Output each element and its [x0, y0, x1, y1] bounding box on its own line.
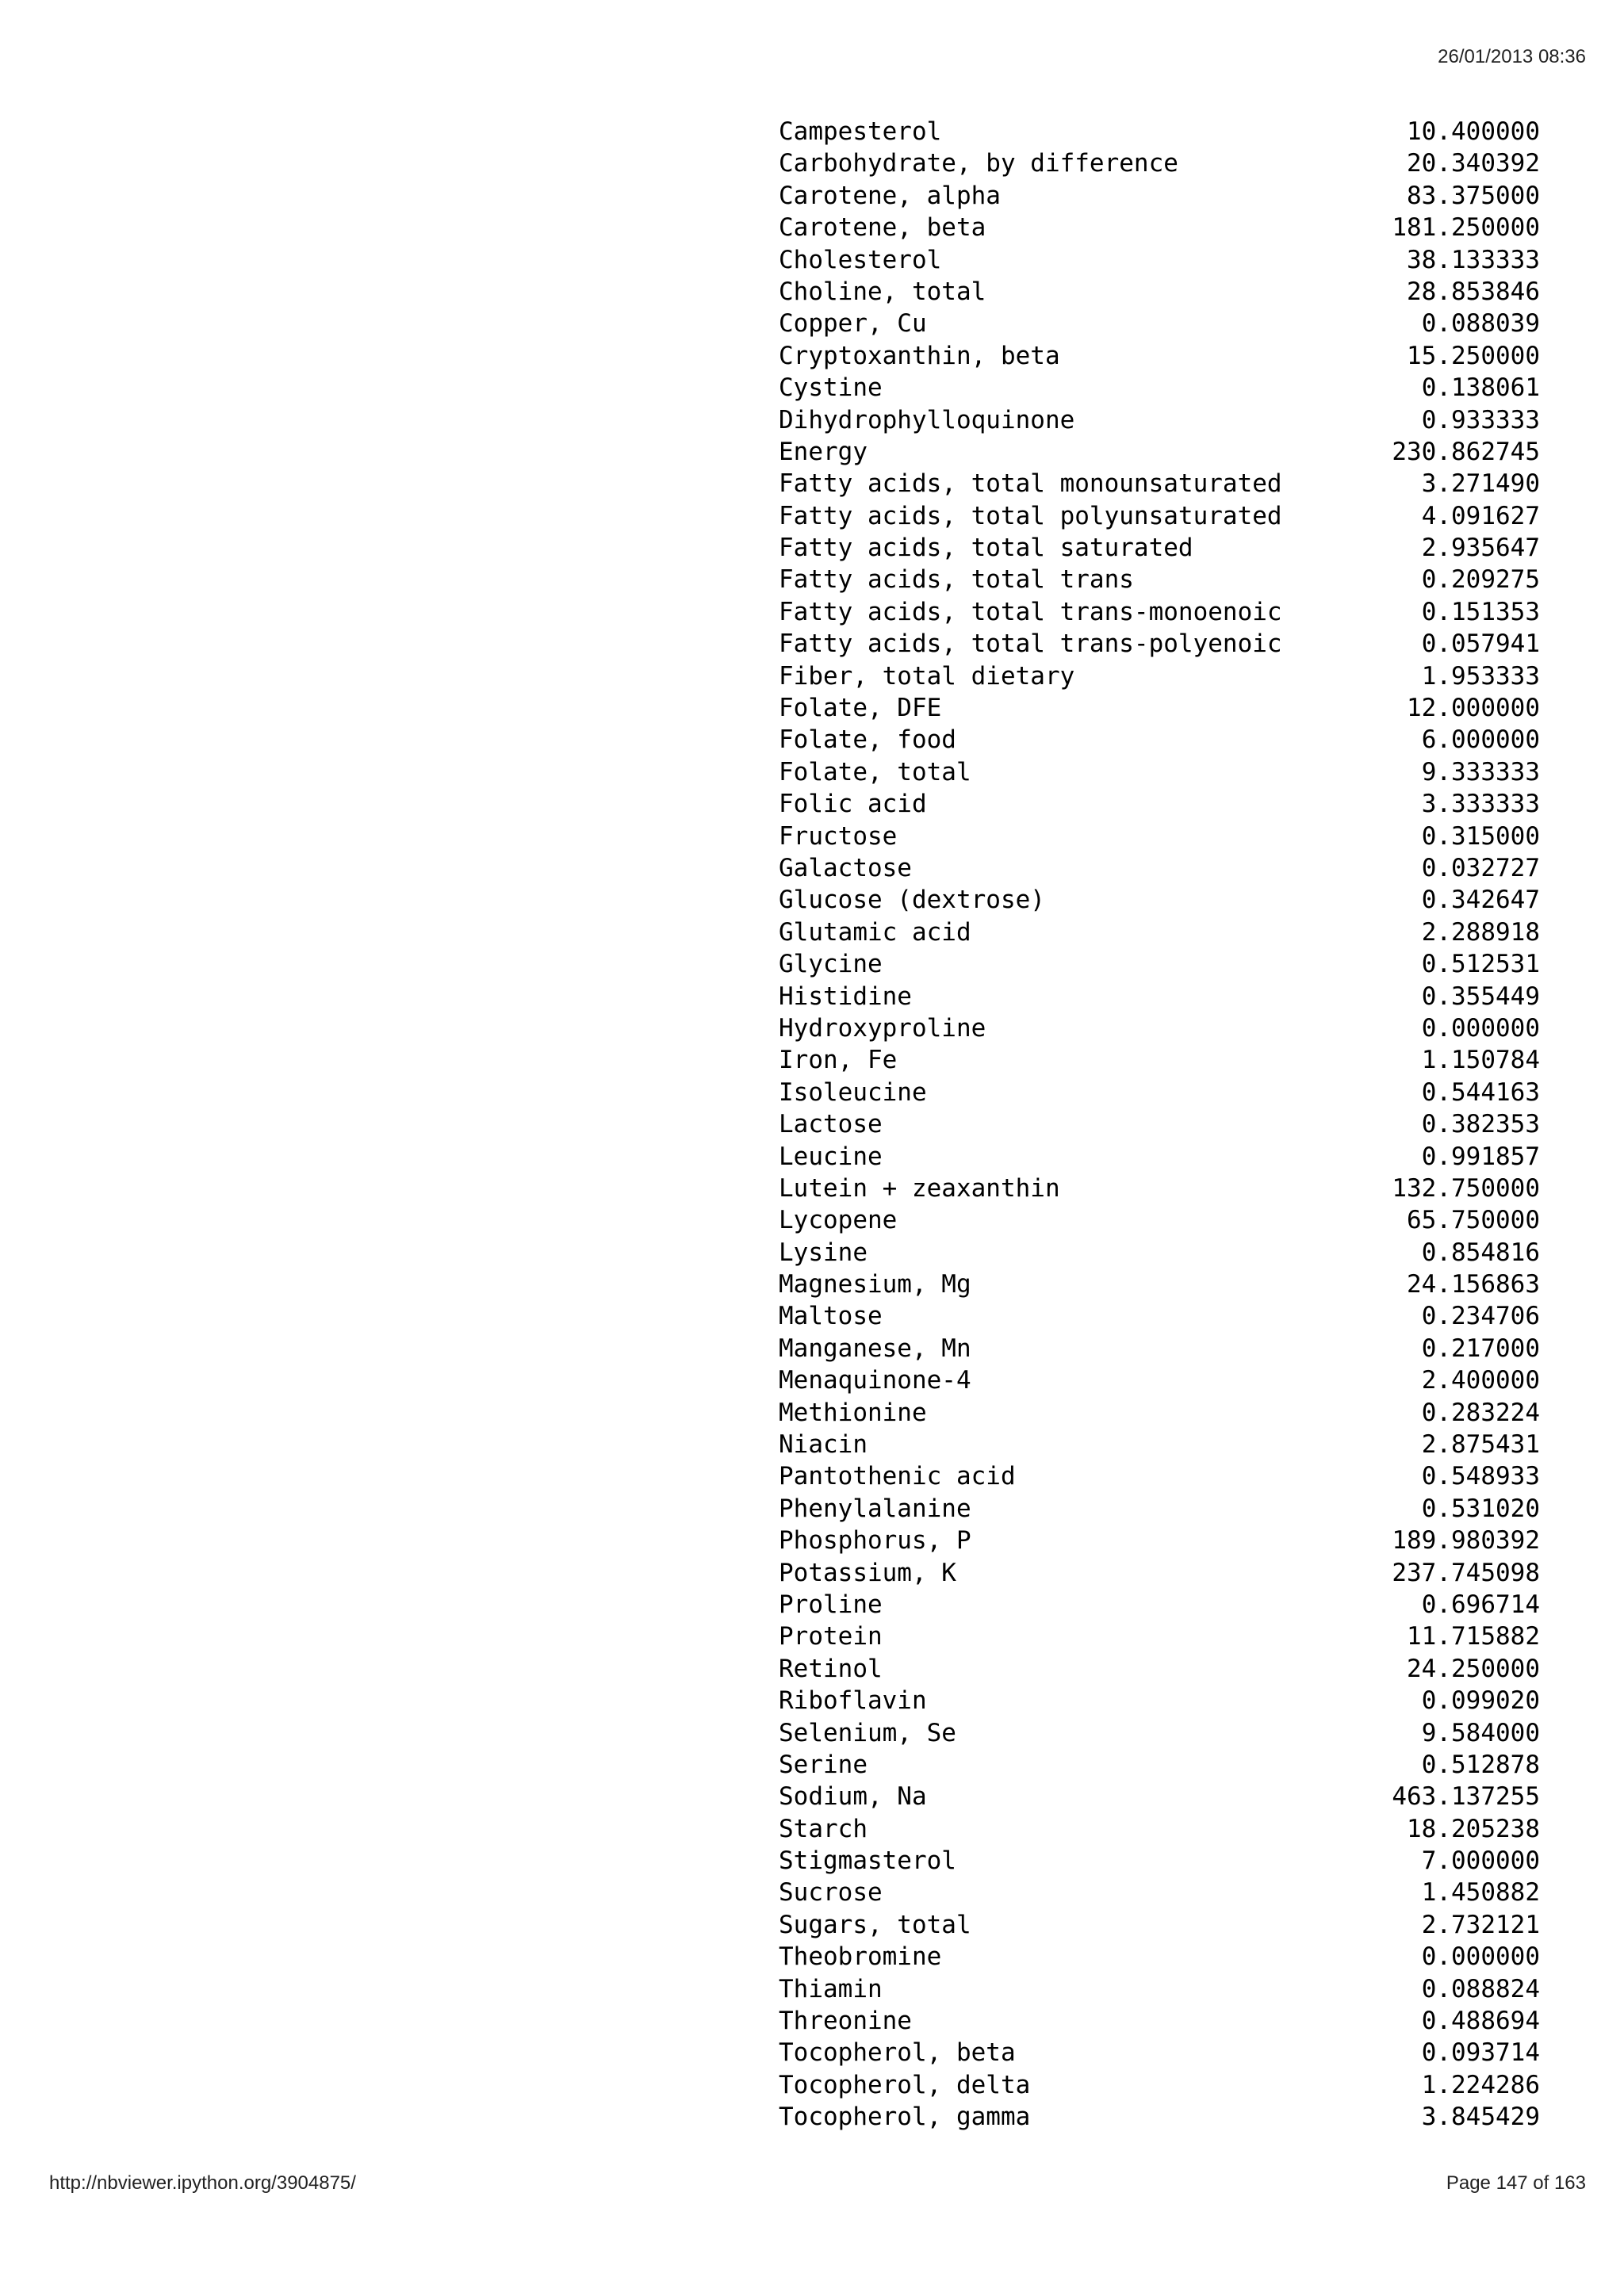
nutrient-value: 28.853846: [1407, 277, 1540, 306]
table-row: [779, 1781, 1540, 1812]
nutrient-value: 0.991857: [1421, 1142, 1540, 1171]
nutrient-name: Glycine: [779, 950, 883, 979]
table-row: [779, 724, 1540, 756]
nutrient-value: 0.000000: [1421, 1942, 1540, 1972]
nutrient-value: 0.512878: [1421, 1750, 1540, 1779]
table-row: [779, 1621, 1540, 1652]
nutrient-value: 0.512531: [1421, 950, 1540, 979]
nutrient-value: 237.745098: [1392, 1558, 1540, 1587]
table-row: [779, 1589, 1540, 1621]
nutrient-value: 0.138061: [1421, 373, 1540, 403]
table-row: [779, 692, 1540, 724]
nutrient-value: 0.315000: [1421, 821, 1540, 851]
nutrient-value: 24.250000: [1407, 1654, 1540, 1683]
nutrient-name: Folate, food: [779, 725, 956, 755]
nutrient-name: Iron, Fe: [779, 1046, 898, 1075]
nutrient-name: Energy: [779, 437, 868, 466]
nutrient-value: 7.000000: [1421, 1846, 1540, 1876]
table-row: [779, 500, 1540, 532]
table-row: [779, 1108, 1540, 1140]
table-row: [779, 821, 1540, 852]
table-row: [779, 276, 1540, 308]
table-row: [779, 404, 1540, 436]
nutrient-name: Sucrose: [779, 1878, 883, 1908]
nutrient-name: Fatty acids, total trans-polyenoic: [779, 629, 1282, 659]
table-row: [779, 372, 1540, 404]
nutrient-name: Potassium, K: [779, 1558, 956, 1587]
nutrient-value: 3.271490: [1421, 469, 1540, 499]
table-row: [779, 1429, 1540, 1460]
nutrient-name: Tocopherol, beta: [779, 2038, 1016, 2068]
nutrient-value: 3.845429: [1421, 2103, 1540, 2132]
nutrient-name: Cholesterol: [779, 245, 942, 274]
nutrient-name: Folate, DFE: [779, 694, 942, 723]
table-row: [779, 1749, 1540, 1781]
table-row: [779, 1717, 1540, 1749]
table-row: [779, 756, 1540, 788]
nutrient-value: 2.875431: [1421, 1430, 1540, 1460]
nutrient-value: 0.544163: [1421, 1077, 1540, 1107]
table-row: [779, 1044, 1540, 1076]
table-row: [779, 212, 1540, 243]
nutrient-name: Lutein + zeaxanthin: [779, 1173, 1060, 1203]
nutrient-name: Stigmasterol: [779, 1846, 956, 1876]
nutrient-name: Sugars, total: [779, 1910, 971, 1939]
table-row: [779, 1173, 1540, 1204]
nutrient-name: Fructose: [779, 821, 898, 851]
table-row: [779, 1653, 1540, 1685]
nutrient-name: Retinol: [779, 1654, 883, 1683]
nutrient-value: 0.283224: [1421, 1398, 1540, 1427]
nutrient-value: 1.224286: [1421, 2070, 1540, 2099]
nutrient-name: Lysine: [779, 1238, 868, 1267]
nutrient-name: Fatty acids, total saturated: [779, 534, 1193, 563]
table-row: [779, 308, 1540, 339]
nutrient-value: 0.548933: [1421, 1462, 1540, 1491]
nutrient-name: Cystine: [779, 373, 883, 403]
nutrient-value: 6.000000: [1421, 725, 1540, 755]
nutrient-value: 181.250000: [1392, 213, 1540, 243]
nutrient-name: Manganese, Mn: [779, 1334, 971, 1363]
nutrient-value: 0.093714: [1421, 2038, 1540, 2068]
nutrient-value: 0.088824: [1421, 1974, 1540, 2003]
nutrient-value: 12.000000: [1407, 694, 1540, 723]
nutrient-name: Riboflavin: [779, 1686, 927, 1716]
table-row: [779, 2005, 1540, 2037]
table-row: [779, 532, 1540, 564]
nutrient-name: Fatty acids, total monounsaturated: [779, 469, 1282, 499]
nutrient-name: Folic acid: [779, 790, 927, 819]
nutrient-name: Cryptoxanthin, beta: [779, 341, 1060, 370]
nutrient-value: 9.333333: [1421, 757, 1540, 786]
nutrient-name: Starch: [779, 1814, 868, 1843]
nutrient-value: 2.288918: [1421, 917, 1540, 947]
nutrient-value: 0.057941: [1421, 629, 1540, 659]
table-row: [779, 1204, 1540, 1236]
nutrient-value: 2.732121: [1421, 1910, 1540, 1939]
nutrient-value: 189.980392: [1392, 1526, 1540, 1556]
table-row: [779, 2069, 1540, 2101]
nutrient-name: Leucine: [779, 1142, 883, 1171]
nutrient-name: Threonine: [779, 2007, 912, 2036]
nutrient-value: 4.091627: [1421, 501, 1540, 530]
nutrient-value: 3.333333: [1421, 790, 1540, 819]
print-timestamp: 26/01/2013 08:36: [1438, 46, 1586, 67]
table-row: [779, 1237, 1540, 1269]
nutrient-value: 24.156863: [1407, 1270, 1540, 1299]
nutrient-name: Phosphorus, P: [779, 1526, 971, 1556]
table-row: [779, 468, 1540, 499]
nutrient-value: 0.099020: [1421, 1686, 1540, 1716]
nutrient-name: Lactose: [779, 1110, 883, 1139]
table-row: [779, 1525, 1540, 1556]
table-row: [779, 1493, 1540, 1525]
table-row: [779, 1333, 1540, 1364]
nutrient-value: 463.137255: [1392, 1782, 1540, 1812]
table-row: [779, 1364, 1540, 1396]
nutrient-value: 0.531020: [1421, 1494, 1540, 1523]
table-row: [779, 1077, 1540, 1108]
nutrient-name: Fiber, total dietary: [779, 661, 1075, 691]
table-row: [779, 788, 1540, 820]
nutrient-name: Carotene, beta: [779, 213, 986, 243]
nutrient-value: 18.205238: [1407, 1814, 1540, 1843]
table-row: [779, 1813, 1540, 1845]
nutrient-value: 0.151353: [1421, 597, 1540, 626]
table-row: [779, 340, 1540, 372]
nutrient-name: Carotene, alpha: [779, 181, 1001, 210]
nutrient-name: Protein: [779, 1622, 883, 1651]
nutrient-value: 83.375000: [1407, 181, 1540, 210]
nutrient-value: 10.400000: [1407, 117, 1540, 146]
nutrient-value: 230.862745: [1392, 437, 1540, 466]
nutrient-name: Isoleucine: [779, 1077, 927, 1107]
nutrient-name: Campesterol: [779, 117, 942, 146]
table-row: [779, 628, 1540, 660]
nutrient-name: Tocopherol, delta: [779, 2070, 1031, 2099]
nutrient-value: 15.250000: [1407, 341, 1540, 370]
table-row: [779, 436, 1540, 468]
table-row: [779, 1845, 1540, 1877]
nutrient-value: 0.217000: [1421, 1334, 1540, 1363]
nutrient-value: 0.209275: [1421, 565, 1540, 595]
nutrient-name: Lycopene: [779, 1206, 898, 1235]
table-row: [779, 1557, 1540, 1589]
nutrient-value: 1.450882: [1421, 1878, 1540, 1908]
table-row: [779, 948, 1540, 980]
nutrient-value: 65.750000: [1407, 1206, 1540, 1235]
table-row: [779, 1141, 1540, 1173]
nutrient-name: Maltose: [779, 1302, 883, 1331]
nutrient-value: 0.000000: [1421, 1013, 1540, 1043]
nutrient-value: 0.088039: [1421, 309, 1540, 339]
table-row: [779, 1909, 1540, 1941]
nutrient-name: Menaquinone-4: [779, 1366, 971, 1395]
table-row: [779, 660, 1540, 692]
nutrient-value: 20.340392: [1407, 149, 1540, 178]
table-row: [779, 852, 1540, 884]
table-row: [779, 1397, 1540, 1429]
table-row: [779, 2101, 1540, 2133]
table-row: [779, 1941, 1540, 1973]
nutrient-value: 0.032727: [1421, 853, 1540, 882]
nutrient-name: Fatty acids, total polyunsaturated: [779, 501, 1282, 530]
nutrient-name: Theobromine: [779, 1942, 942, 1972]
table-row: [779, 1460, 1540, 1492]
nutrient-value: 38.133333: [1407, 245, 1540, 274]
source-url: http://nbviewer.ipython.org/3904875/: [49, 2172, 356, 2194]
table-row: [779, 147, 1540, 179]
table-row: [779, 1012, 1540, 1044]
nutrient-name: Hydroxyproline: [779, 1013, 986, 1043]
nutrient-value: 132.750000: [1392, 1173, 1540, 1203]
table-row: [779, 180, 1540, 212]
nutrient-value: 2.935647: [1421, 534, 1540, 563]
nutrient-name: Pantothenic acid: [779, 1462, 1016, 1491]
nutrient-name: Proline: [779, 1590, 883, 1619]
table-row: [779, 1685, 1540, 1716]
nutrient-name: Niacin: [779, 1430, 868, 1460]
nutrient-value: 0.355449: [1421, 982, 1540, 1011]
table-row: [779, 1269, 1540, 1300]
nutrient-name: Tocopherol, gamma: [779, 2103, 1031, 2132]
table-row: [779, 244, 1540, 276]
table-row: [779, 596, 1540, 628]
nutrient-name: Serine: [779, 1750, 868, 1779]
nutrient-name: Folate, total: [779, 757, 971, 786]
nutrient-name: Methionine: [779, 1398, 927, 1427]
nutrient-name: Galactose: [779, 853, 912, 882]
table-row: [779, 1300, 1540, 1332]
nutrient-name: Selenium, Se: [779, 1718, 956, 1747]
page-number: Page 147 of 163: [1446, 2172, 1586, 2194]
nutrient-value: 0.382353: [1421, 1110, 1540, 1139]
table-row: [779, 116, 1540, 147]
nutrient-name: Dihydrophylloquinone: [779, 405, 1075, 434]
nutrient-value: 0.933333: [1421, 405, 1540, 434]
nutrient-value: 0.342647: [1421, 886, 1540, 915]
nutrient-name: Carbohydrate, by difference: [779, 149, 1178, 178]
nutrient-name: Glucose (dextrose): [779, 886, 1045, 915]
table-row: [779, 884, 1540, 916]
table-row: [779, 981, 1540, 1012]
nutrient-value: 2.400000: [1421, 1366, 1540, 1395]
nutrient-name: Magnesium, Mg: [779, 1270, 971, 1299]
nutrient-value: 1.953333: [1421, 661, 1540, 691]
nutrient-value: 11.715882: [1407, 1622, 1540, 1651]
nutrient-value: 0.488694: [1421, 2007, 1540, 2036]
nutrient-name: Fatty acids, total trans: [779, 565, 1134, 595]
table-row: [779, 916, 1540, 948]
nutrient-name: Copper, Cu: [779, 309, 927, 339]
table-row: [779, 1973, 1540, 2005]
table-row: [779, 2037, 1540, 2068]
nutrient-name: Fatty acids, total trans-monoenoic: [779, 597, 1282, 626]
table-row: [779, 1877, 1540, 1908]
nutrient-value: 1.150784: [1421, 1046, 1540, 1075]
nutrient-name: Sodium, Na: [779, 1782, 927, 1812]
nutrient-table: [779, 116, 1540, 2133]
nutrient-name: Glutamic acid: [779, 917, 971, 947]
nutrient-value: 0.696714: [1421, 1590, 1540, 1619]
nutrient-value: 9.584000: [1421, 1718, 1540, 1747]
table-row: [779, 564, 1540, 595]
nutrient-name: Phenylalanine: [779, 1494, 971, 1523]
nutrient-name: Thiamin: [779, 1974, 883, 2003]
nutrient-value: 0.234706: [1421, 1302, 1540, 1331]
nutrient-value: 0.854816: [1421, 1238, 1540, 1267]
nutrient-name: Choline, total: [779, 277, 986, 306]
nutrient-name: Histidine: [779, 982, 912, 1011]
